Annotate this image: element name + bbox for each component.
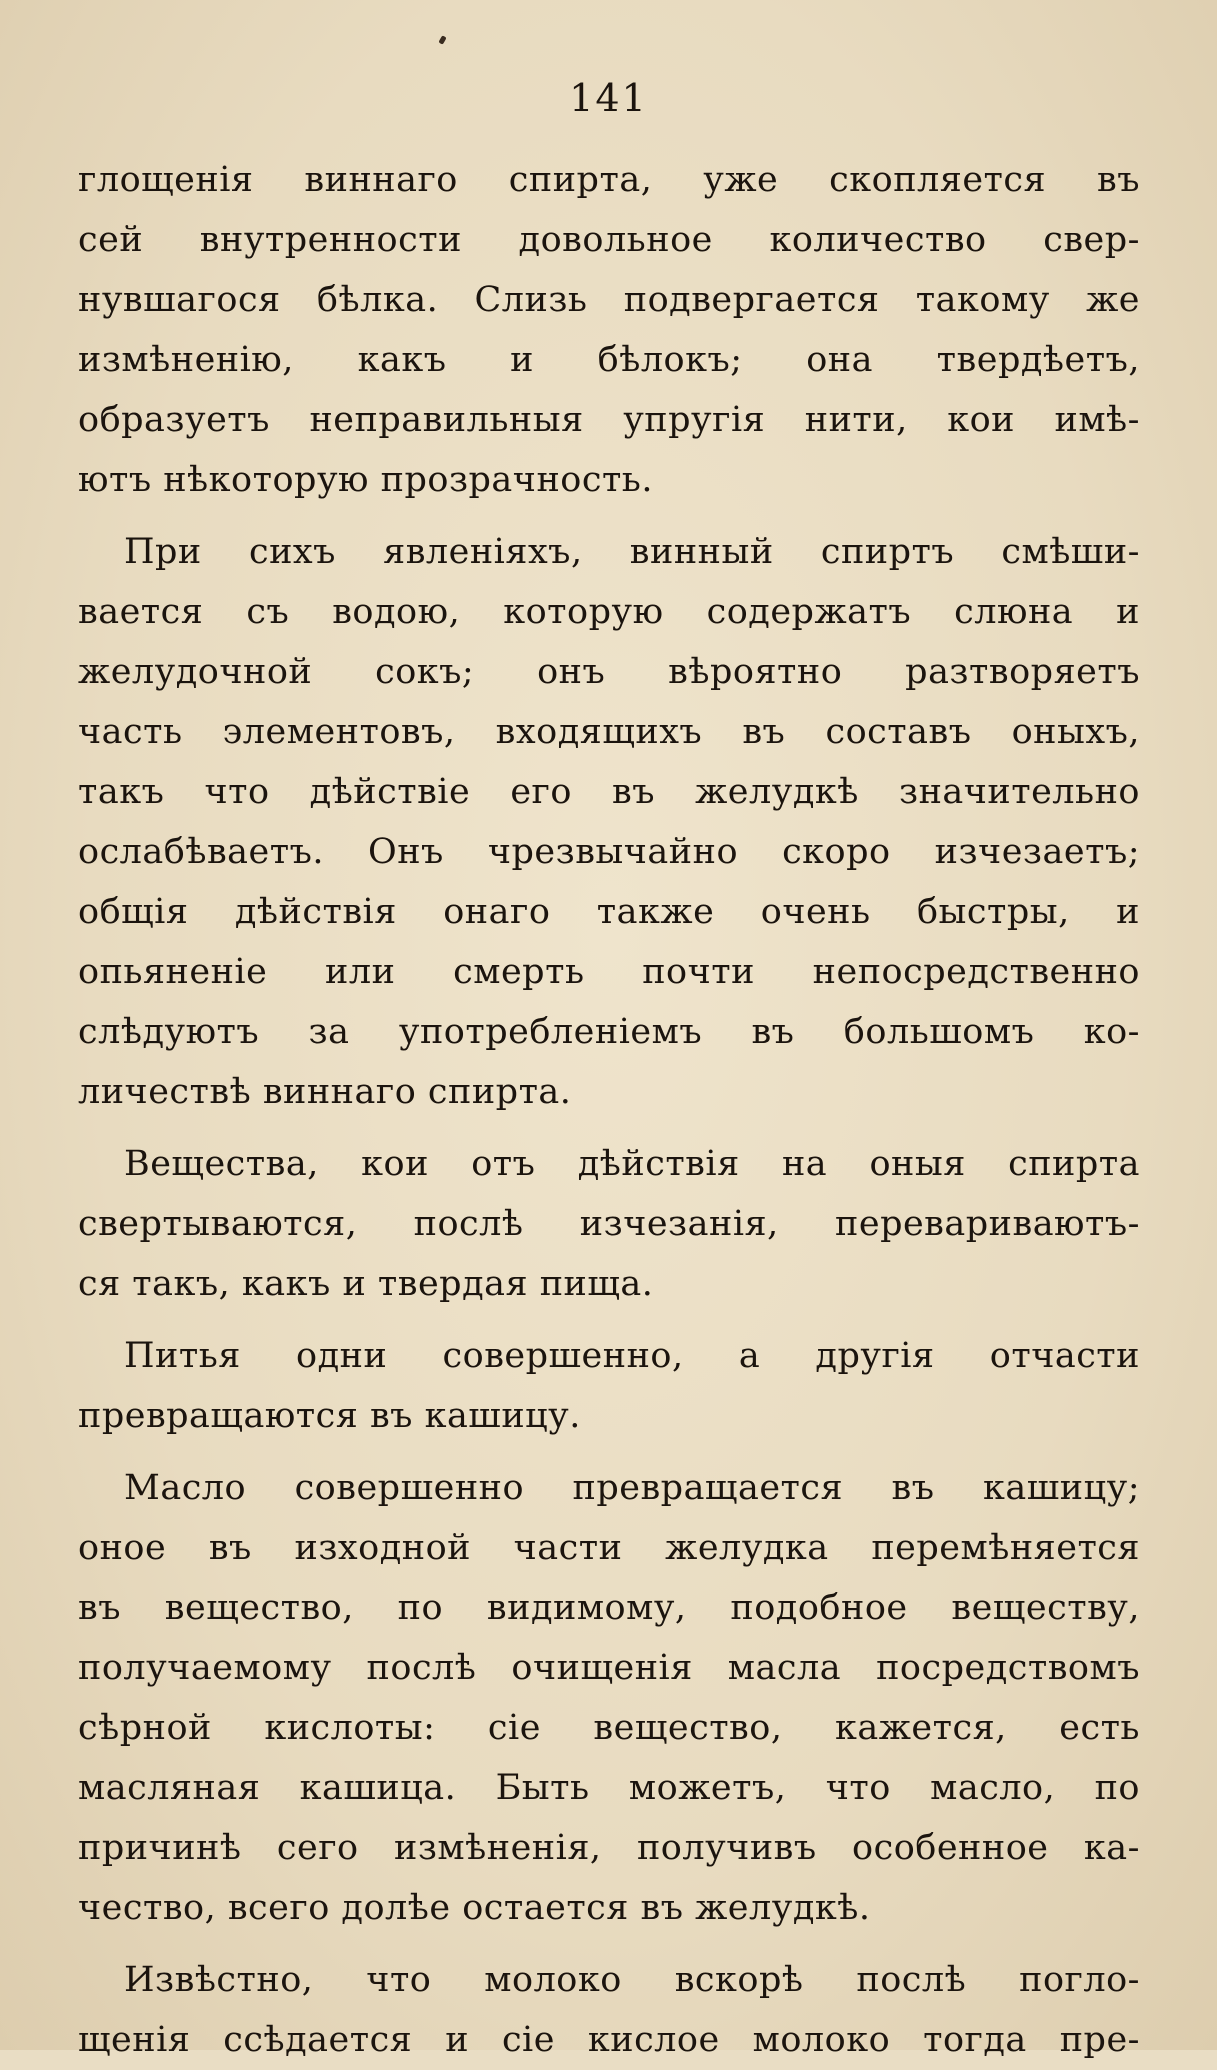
text-line: личествѣ виннаго спирта. xyxy=(78,1072,572,1112)
text-line: часть элементовъ, входящихъ въ составъ оныхъ, xyxy=(78,712,1140,752)
text-line: вается съ водою, которую содержатъ слюна и xyxy=(78,592,1140,632)
text-line: желудочной сокъ; онъ вѣроятно разтворяетъ xyxy=(78,652,1140,692)
text-line: оное въ изходной части желудка перемѣняется xyxy=(78,1528,1140,1568)
text-line: слѣдуютъ за употребленіемъ въ большомъ ко- xyxy=(78,1012,1140,1052)
text-line: въ вещество, по видимому, подобное веществу, xyxy=(78,1588,1140,1628)
text-line: нувшагося бѣлка. Слизь подвергается такому же xyxy=(78,280,1140,320)
text-line: Вещества, кои отъ дѣйствія на оныя спирта xyxy=(124,1144,1140,1184)
text-line: образуетъ неправильныя упругія нити, кои имѣ- xyxy=(78,400,1140,440)
text-line: сѣрной кислоты: сіе вещество, кажется, есть xyxy=(78,1708,1140,1748)
page-number: 141 xyxy=(569,76,648,120)
text-line: такъ что дѣйствіе его въ желудкѣ значительно xyxy=(78,772,1140,812)
paragraph-3 xyxy=(78,1134,1140,1314)
text-line: Питья одни совершенно, а другія отчасти xyxy=(124,1336,1140,1376)
paragraph-2 xyxy=(78,522,1140,1122)
text-line: масляная кашица. Быть можетъ, что масло, по xyxy=(78,1768,1140,1808)
text-line: общія дѣйствія онаго также очень быстры, и xyxy=(78,892,1140,932)
text-line: превращаются въ кашицу. xyxy=(78,1396,581,1436)
text-line: сей внутренности довольное количество свер- xyxy=(78,220,1140,260)
text-line: Извѣстно, что молоко вскорѣ послѣ погло- xyxy=(124,1960,1140,2000)
text-line: глощенія виннаго спирта, уже скопляется въ xyxy=(78,160,1140,200)
paragraph-5 xyxy=(78,1458,1140,1938)
body-text xyxy=(78,150,1140,2070)
text-line: чество, всего долѣе остается въ желудкѣ. xyxy=(78,1888,871,1928)
paragraph-4 xyxy=(78,1326,1140,1446)
text-line: получаемому послѣ очищенія масла посредствомъ xyxy=(78,1648,1140,1688)
paragraph-6 xyxy=(78,1950,1140,2070)
text-line: щенія ссѣдается и сіе кислое молоко тогда пре- xyxy=(78,2020,1140,2060)
text-line: При сихъ явленіяхъ, винный спиртъ смѣши- xyxy=(124,532,1140,572)
text-line: ослабѣваетъ. Онъ чрезвычайно скоро изчезаетъ; xyxy=(78,832,1140,872)
text-line: причинѣ сего измѣненія, получивъ особенное ка- xyxy=(78,1828,1140,1868)
text-line: ютъ нѣкоторую прозрачность. xyxy=(78,460,653,500)
paragraph-1 xyxy=(78,150,1140,510)
text-line: опьяненіе или смерть почти непосредственно xyxy=(78,952,1140,992)
text-line: ся такъ, какъ и твердая пища. xyxy=(78,1264,654,1304)
ink-speck xyxy=(438,35,446,44)
text-line: измѣненію, какъ и бѣлокъ; она твердѣетъ, xyxy=(78,340,1140,380)
text-line: свертываются, послѣ изчезанія, перевариваютъ- xyxy=(78,1204,1140,1244)
text-line: Масло совершенно превращается въ кашицу; xyxy=(124,1468,1140,1508)
